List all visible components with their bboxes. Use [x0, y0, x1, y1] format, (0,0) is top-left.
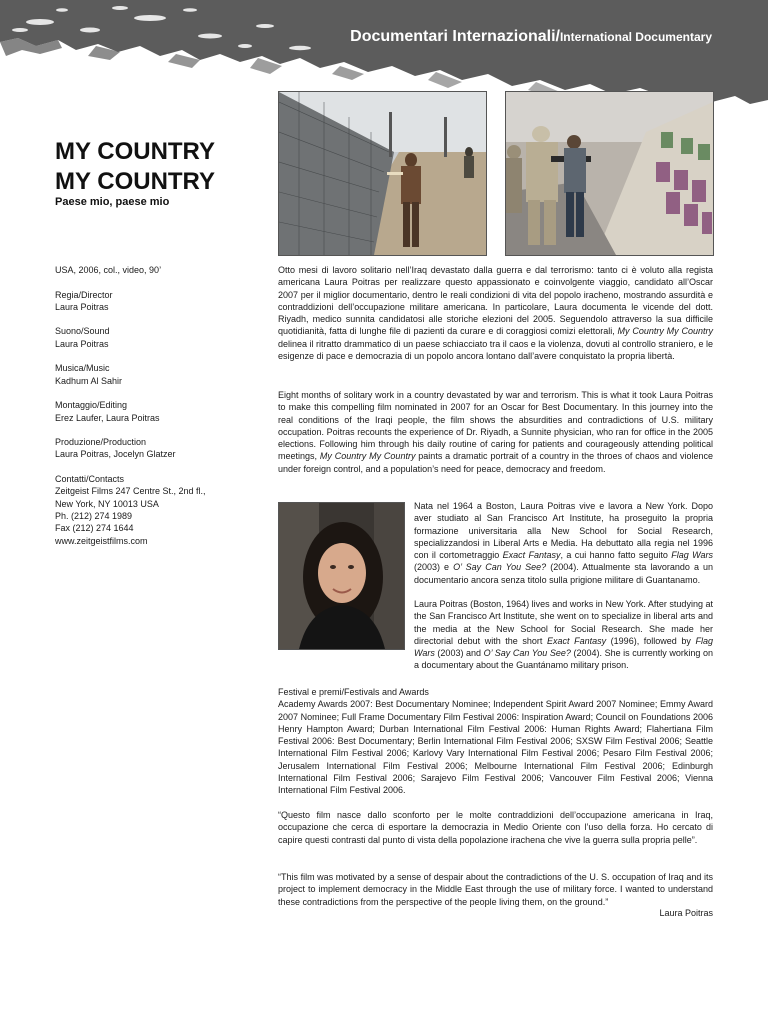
sound-block	[55, 325, 270, 350]
editing-label: Montaggio/Editing	[55, 400, 128, 411]
bio-it-text-3: (2003) e	[414, 562, 454, 573]
bio-it-film-1: Exact Fantasy	[502, 550, 561, 560]
bio-it-text-2: , a cui hanno fatto seguito	[560, 550, 672, 560]
contacts-website[interactable]: www.zeitgeistfilms.com	[55, 535, 148, 546]
photo-director-portrait	[278, 502, 405, 650]
music-label: Musica/Music	[55, 363, 110, 374]
credits-column	[55, 264, 270, 559]
film-italian-title: Paese mio, paese mio	[55, 196, 170, 208]
statement-english	[278, 871, 713, 908]
section-title	[350, 28, 712, 46]
synopsis-en-text-2: paints a dramatic portrait of a country in the throes of chaos and violence under foreign control, and a population’s need for peace, democracy and freedom.	[278, 451, 713, 474]
director-value: Laura Poitras	[55, 301, 109, 312]
bio-italian	[414, 500, 713, 586]
synopsis-italian	[278, 264, 713, 362]
director-block	[55, 289, 270, 314]
statement-it-text: “Questo film nasce dallo sconforto per le molte contraddizioni dell’occupazione americana in Iraq, occupazione che cerca di esportare la democrazia in Medio Oriente con l’uso della forza. Ho cercato di capire questi contrasti dal punto di vista della popolazione irachena che vive la guerra sulla propria pelle”.	[278, 810, 713, 845]
bio-it-film-2: Flag Wars	[671, 550, 714, 560]
statement-signature: Laura Poitras	[659, 908, 713, 918]
synopsis-it-film-title: My Country My Country	[617, 326, 713, 337]
director-label: Regia/Director	[55, 289, 113, 300]
bio-it-text-4: (2004). Attualmente sta lavorando a un documentario ancora senza titolo sulla prigione militare di Guantanamo.	[414, 562, 713, 585]
contacts-phone: Ph. (212) 274 1989	[55, 510, 133, 521]
bio-en-text-2: (1996), followed by	[606, 635, 696, 646]
contacts-address-1: Zeitgeist Films 247 Centre St., 2nd fl.,	[55, 486, 206, 497]
contacts-fax: Fax (212) 274 1644	[55, 523, 134, 534]
section-title-italian: Documentari Internazionali/	[350, 28, 560, 45]
awards-heading: Festival e premi/Festivals and Awards	[278, 687, 429, 697]
production-label: Produzione/Production	[55, 437, 147, 448]
synopsis-english	[278, 389, 713, 475]
contacts-block	[55, 473, 270, 547]
bio-it-text-1: Nata nel 1964 a Boston, Laura Poitras vive e lavora a New York. Dopo aver studiato al San Francisco Art Institute, ha proseguito la propria formazione universitaria alla New School for Social Research, specializzandosi in Liberal Arts e Media. Ha debuttato alla regia nel 1996 con il cortometraggio	[414, 501, 713, 560]
bio-en-film-1: Exact Fantasy	[546, 635, 607, 646]
statement-en-text: “This film was motivated by a sense of despair about the contradictions of the U. S. occupation of Iraq and its project to implement democracy in the Middle East through the use of military force. I wanted to understand these contradictions from the perspective of the people living them, on the ground.”	[278, 872, 713, 907]
music-block	[55, 362, 270, 387]
synopsis-en-film-title: My Country My Country	[319, 451, 416, 462]
bio-en-film-3: O’ Say Can You See?	[483, 648, 571, 658]
bio-english	[414, 598, 713, 672]
synopsis-en-text-1: Eight months of solitary work in a country devastated by war and terrorism. This is what it took Laura Poitras to make this compelling film nominated in 2007 for an Oscar for Best Documentary. In this journey into the real conditions of the Iraqi people, the film shows the absurdities and contradictions of U.S. military occupation. Poitras recounts the experience of Dr. Riyadh, a Sunnite physician, who ran for office in the 2005 elections. Following him through his daily routine of caring for patients and courageously attending political meetings,	[278, 390, 713, 462]
awards-list: Academy Awards 2007: Best Documentary Nominee; Independent Spirit Award 2007 Nominee; Emmy Award 2007 Nominee; Full Frame Documentary Film Festival 2006: Inspiration Award; Council on Foundations 2006 Henry Hampton Award; Durban International Film Festival 2006: Human Rights Award; Flahertiana Film Festival 2006: Best Documentary; Berlin International Film Festival 2006; SXSW Film Festival 2006; Seattle International Film Festival 2006; Karlovy Vary International Film Festival 2006; Pesaro Film Festival 2006; Jerusalem International Film Festival 2006; Melbourne International Film Festival 2006; Edinburgh International Film Festival 2006; Sarajevo Film Festival 2006; Vancouver Film Festival 2006; Vienna International Film Festival 2006.	[278, 699, 713, 795]
bio-en-film-2: Flag Wars	[414, 635, 713, 658]
editing-value: Erez Laufer, Laura Poitras	[55, 412, 160, 423]
editing-block	[55, 399, 270, 424]
sound-label: Suono/Sound	[55, 326, 110, 337]
film-info-block	[55, 264, 270, 276]
synopsis-it-text-2: delinea il ritratto drammatico di un paese schiacciato tra il caos e la violenza, dovuti al controllo straniero, e le esigenze di pace e democrazia di un popolo ancora lontano dall’avere conquistato la propria libertà.	[278, 338, 713, 361]
film-title	[55, 137, 265, 197]
contacts-address-2: New York, NY 10013 USA	[55, 498, 159, 509]
film-title-line-2: MY COUNTRY	[55, 168, 216, 195]
synopsis-it-text-1: Otto mesi di lavoro solitario nell’Iraq devastato dalla guerra e dal terrorismo: tanto ci è voluto alla regista americana Laura Poitras per realizzare questo appassionato e coinvolgente viaggio, candidato all’Oscar 2007 per il miglior documentario, dentro le reali condizioni di vita del popolo iracheno, mostrando assurdità e contraddizioni dell’occupazione militare americana. In particolare, Laura documenta le vicende del dott. Riyadh, medico sunnita candidatosi alle storiche elezioni del 2005. Seguendolo attraverso la sua difficile quotidianità, fatta di lunghe file di pazienti da curare e di coraggiosi comizi elettorali,	[278, 265, 713, 337]
photo-soldiers-street	[505, 91, 714, 256]
photo-border-fence	[278, 91, 487, 256]
bio-en-text-4: (2004). She is currently working on a documentary about the Guantánamo military prison.	[414, 648, 713, 671]
bio-it-film-3: O’ Say Can You See?	[453, 562, 547, 573]
production-block	[55, 436, 270, 461]
bio-en-text-1: Laura Poitras (Boston, 1964) lives and works in New York. After studying at the San Francisco Art Institute, she went on to specialize in liberal arts and the media at the New School for Social Research. She made her directorial debut with the short	[414, 599, 713, 646]
film-title-line-1: MY COUNTRY	[55, 138, 216, 165]
music-value: Kadhum Al Sahir	[55, 375, 123, 386]
bio-en-text-3: (2003) and	[434, 648, 484, 658]
contacts-label: Contatti/Contacts	[55, 474, 125, 485]
statement-italian	[278, 809, 713, 846]
film-info: USA, 2006, col., video, 90’	[55, 265, 162, 275]
sound-value: Laura Poitras	[55, 338, 109, 349]
section-title-english: International Documentary	[559, 30, 712, 44]
awards-section	[278, 686, 713, 796]
production-value: Laura Poitras, Jocelyn Glatzer	[55, 449, 176, 460]
